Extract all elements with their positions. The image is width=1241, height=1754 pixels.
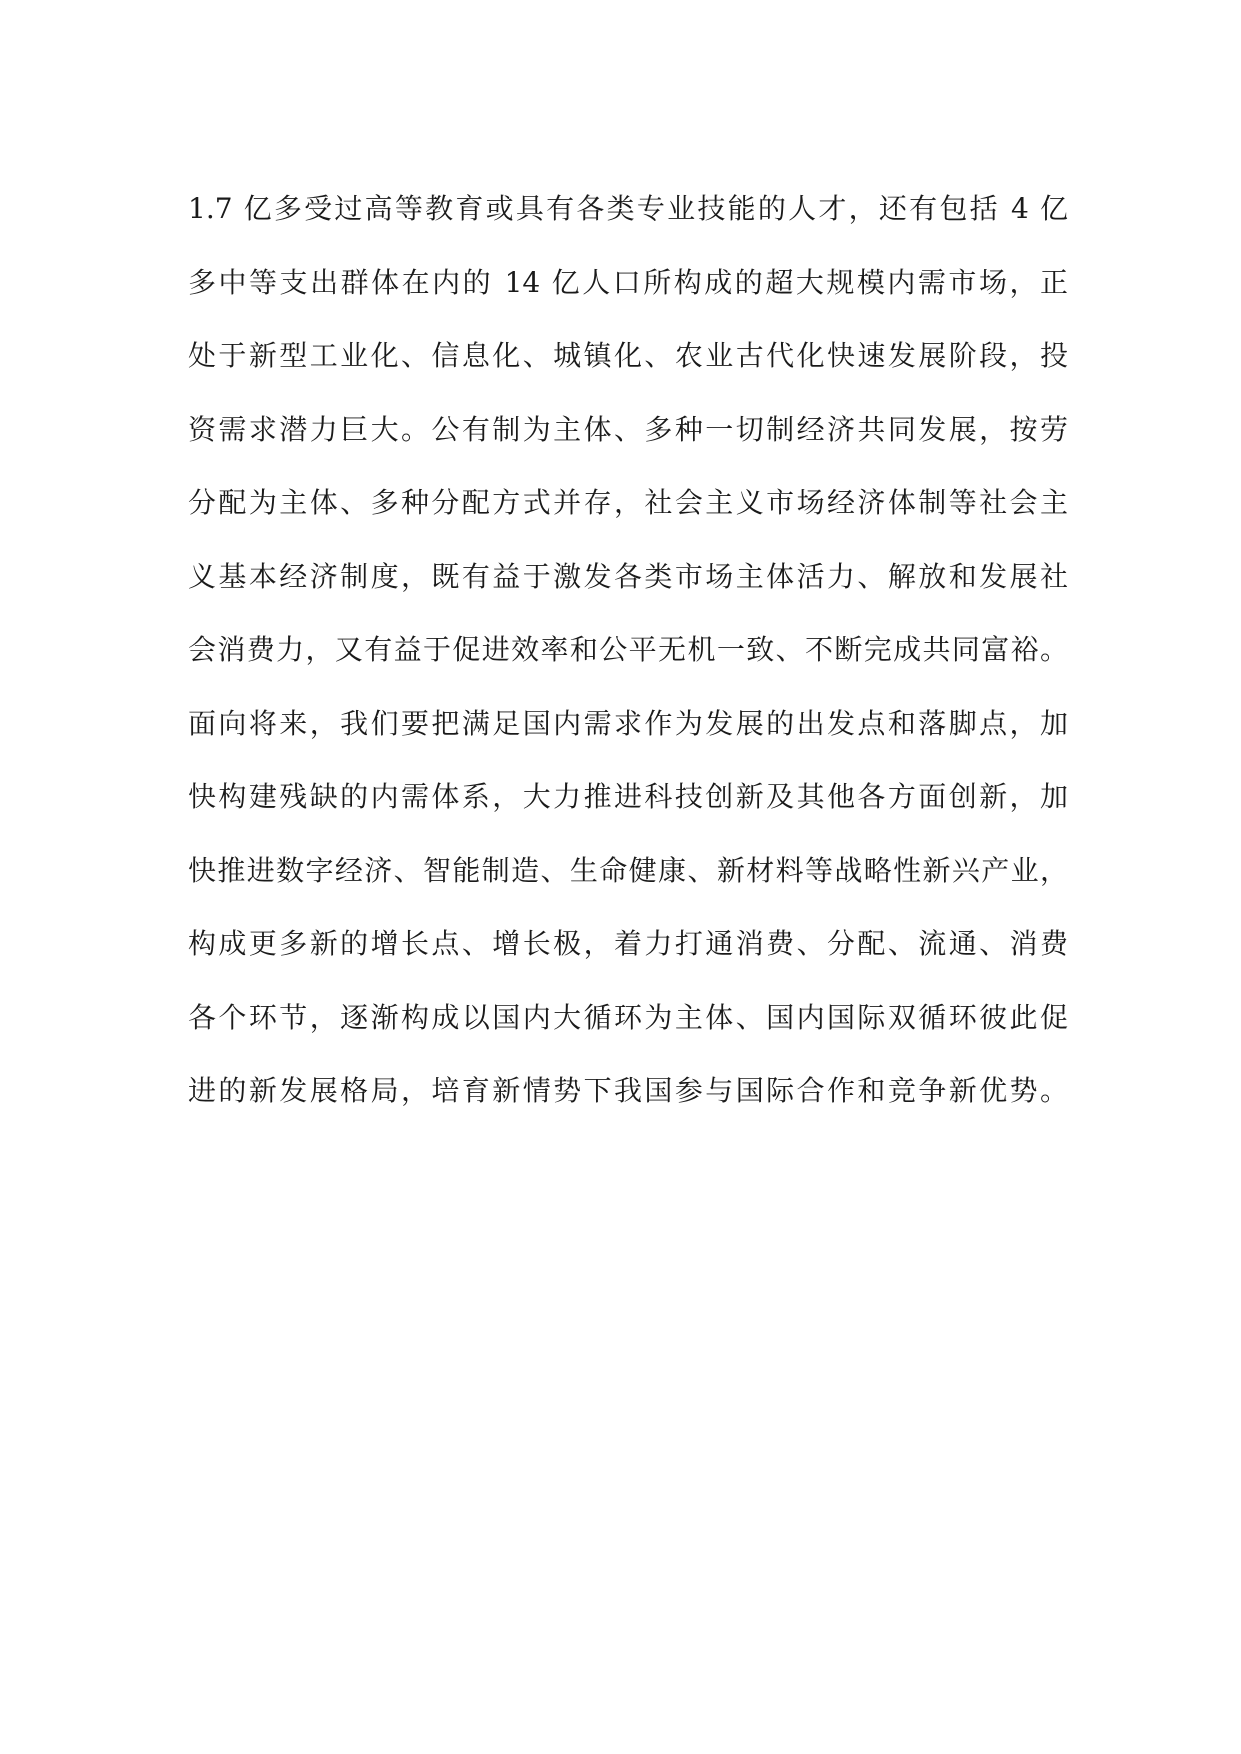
text-line: 面向将来，我们要把满足国内需求作为发展的出发点和落脚点，加 (188, 706, 1068, 740)
text-line: 处于新型工业化、信息化、城镇化、农业古代化快速发展阶段，投 (188, 339, 1068, 372)
text-line: 各个环节，逐渐构成以国内大循环为主体、国内国际双循环彼此促 (188, 1000, 1068, 1034)
text-line: 进的新发展格局，培育新情势下我国参与国际合作和竞争新优势。 (188, 1074, 1068, 1107)
text-line: 分配为主体、多种分配方式并存，社会主义市场经济体制等社会主 (188, 486, 1068, 519)
text-line: 构成更多新的增长点、增长极，着力打通消费、分配、流通、消费 (188, 927, 1068, 960)
text-line: 会消费力，又有益于促进效率和公平无机一致、不断完成共同富裕。 (188, 633, 1068, 666)
text-line: 快推进数字经济、智能制造、生命健康、新材料等战略性新兴产业， (188, 853, 1068, 887)
text-line: 义基本经济制度，既有益于激发各类市场主体活力、解放和发展社 (188, 559, 1068, 593)
text-line: 快构建残缺的内需体系，大力推进科技创新及其他各方面创新，加 (188, 780, 1068, 813)
text-line: 1.7 亿多受过高等教育或具有各类专业技能的人才，还有包括 4 亿 (188, 192, 1068, 225)
body-paragraph (188, 172, 1068, 1128)
text-line: 资需求潜力巨大。公有制为主体、多种一切制经济共同发展，按劳 (188, 412, 1068, 446)
text-line: 多中等支出群体在内的 14 亿人口所构成的超大规模内需市场，正 (188, 265, 1068, 299)
